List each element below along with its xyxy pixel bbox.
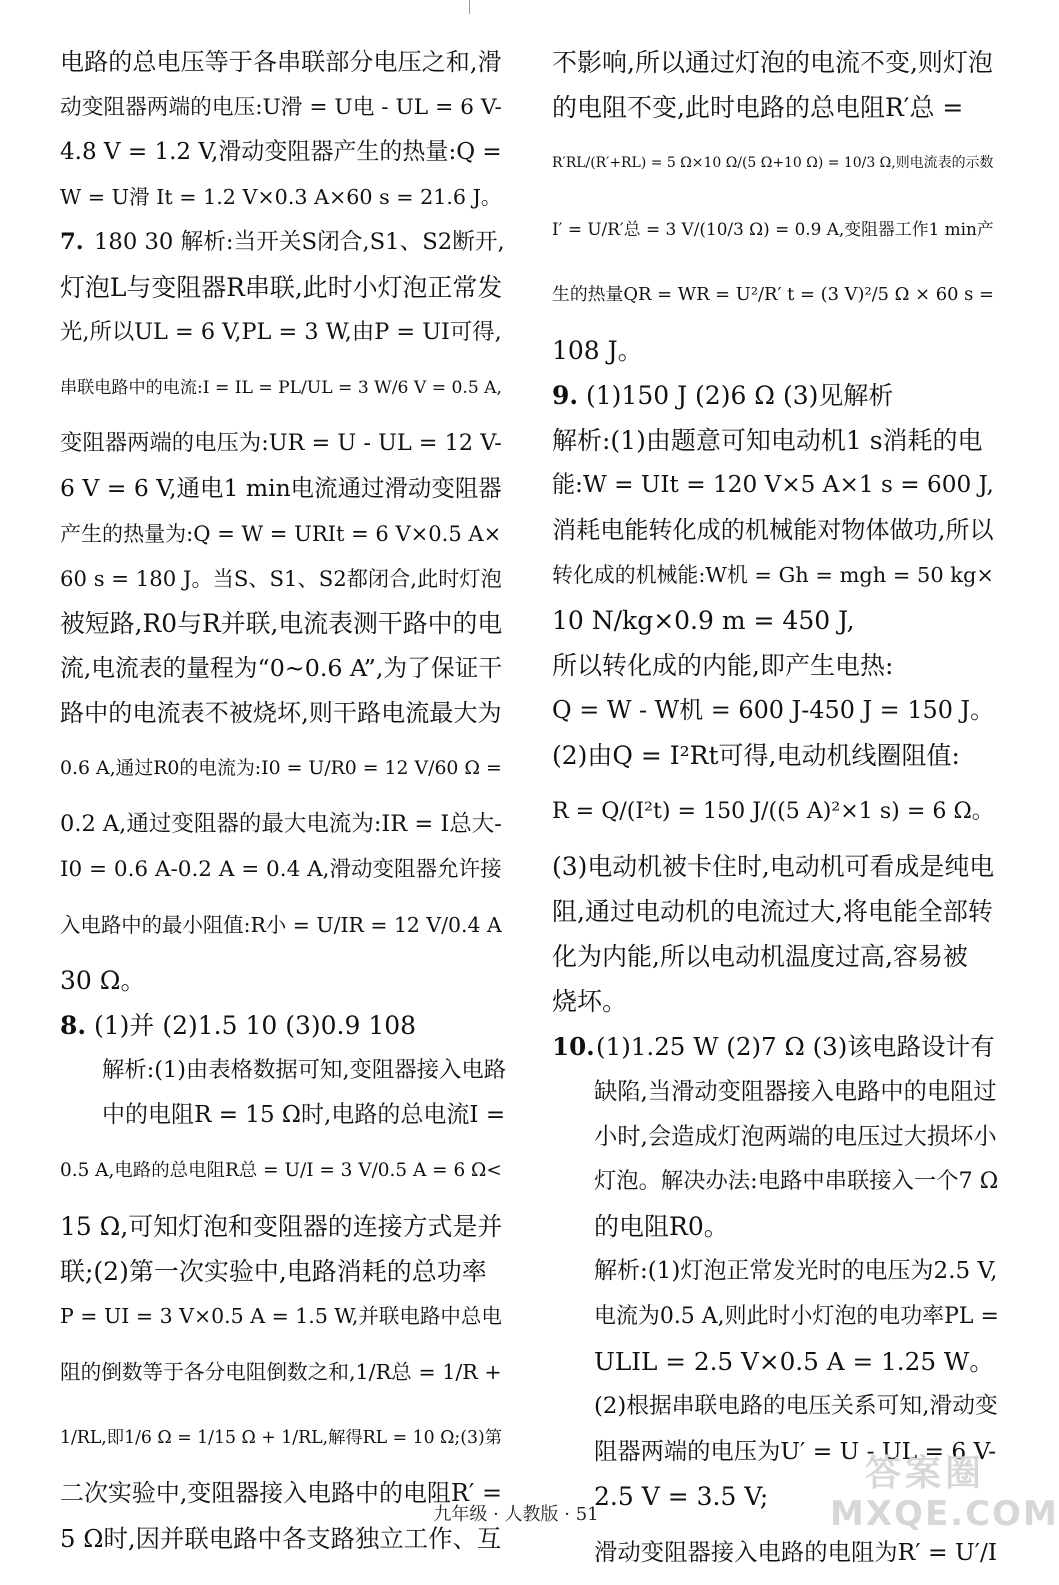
line-text: 5 Ω时,因并联电路中各支路独立工作、互 (60, 1524, 502, 1553)
line-text: P = UI = 3 V×0.5 A = 1.5 W,并联电路中总电 (60, 1304, 502, 1328)
text-line (60, 265, 502, 310)
text-line (552, 1114, 997, 1159)
line-text: 1/RL,即1/6 Ω = 1/15 Ω + 1/RL,解得RL = 10 Ω;(3)第 (60, 1428, 502, 1448)
line-text: 60 s = 180 J。当S、S1、S2都闭合,此时灯泡 (60, 566, 502, 591)
line-text: 解析:(1)由表格数据可知,变阻器接入电路 (102, 1057, 507, 1083)
text-line (552, 1384, 998, 1429)
text-line (60, 847, 502, 892)
text-line (552, 733, 994, 778)
line-text: 缺陷,当滑动变阻器接入电路中的电阻过 (594, 1078, 997, 1105)
text-line (552, 778, 994, 844)
text-line (60, 1138, 502, 1204)
text-line (60, 1204, 502, 1249)
line-text: 消耗电能转化成的机械能对物体做功,所以 (552, 516, 994, 544)
text-line (60, 802, 502, 847)
line-text: (1)1.25 W (2)7 Ω (3)该电路设计有 (596, 1032, 995, 1061)
text-line (60, 691, 502, 736)
text-line (60, 556, 502, 601)
text-line (60, 1294, 502, 1339)
text-line (60, 1093, 506, 1138)
text-line (552, 463, 994, 508)
line-text: 的电阻R0。 (594, 1212, 729, 1241)
line-text: 阻的倒数等于各分电阻倒数之和,1/R总 = 1/R + (60, 1360, 502, 1384)
line-text: 二次实验中,变阻器接入电路中的电阻R′ = (60, 1479, 503, 1507)
right-column (552, 40, 999, 1585)
line-text: 转化成的机械能:W机 = Gh = mgh = 50 kg× (552, 563, 994, 587)
text-line (60, 220, 505, 265)
text-line (552, 1069, 997, 1114)
line-text: 电路的总电压等于各串联部分电压之和,滑 (60, 48, 502, 76)
text-line (552, 373, 994, 418)
watermark-logo (830, 1452, 1059, 1534)
line-text: 4.8 V = 1.2 V,滑动变阻器产生的热量:Q = (60, 139, 502, 165)
line-text: 被短路,R0与R并联,电流表测干路中的电 (60, 609, 503, 638)
line-text: 能:W = UIt = 120 V×5 A×1 s = 600 J, (552, 472, 994, 498)
text-line (60, 421, 502, 466)
line-text: 路中的电流表不被烧坏,则干路电流最大为 (60, 699, 502, 727)
text-line (552, 328, 994, 373)
text-line (552, 418, 994, 463)
text-line (60, 85, 502, 130)
text-line (552, 1294, 999, 1339)
line-text: 阻,通过电动机的电流过大,将电能全部转 (552, 897, 993, 926)
left-column (60, 40, 507, 1561)
line-text: 产生的热量为:Q = W = URIt = 6 V×0.5 A× (60, 521, 502, 546)
line-text: 180 30 解析:当开关S闭合,S1、S2断开, (94, 229, 505, 255)
text-line (552, 1159, 999, 1204)
text-line (60, 958, 502, 1003)
watermark-bottom-text: MXQE.COM (830, 1494, 1059, 1534)
line-text: 0.6 A,通过R0的电流为:I0 = U/R0 = 12 V/60 Ω = (60, 758, 502, 779)
line-text: I0 = 0.6 A-0.2 A = 0.4 A,滑动变阻器允许接 (60, 857, 502, 882)
text-line (552, 1024, 994, 1069)
text-line (60, 892, 502, 958)
text-line (60, 1249, 502, 1294)
line-text: 10 N/kg×0.9 m = 450 J, (552, 606, 855, 635)
line-text: 解析:(1)由题意可知电动机1 s消耗的电 (552, 426, 983, 455)
line-text: Q = W - W机 = 600 J-450 J = 150 J。 (552, 696, 995, 724)
line-text: 变阻器两端的电压为:UR = U - UL = 12 V- (60, 430, 502, 456)
text-line (60, 1405, 502, 1471)
line-text: 所以转化成的内能,即产生电热: (552, 651, 894, 680)
watermark-top-text: 答案圈 (864, 1453, 985, 1494)
text-line (552, 1249, 998, 1294)
text-line (552, 508, 994, 553)
line-text: 15 Ω,可知灯泡和变阻器的连接方式是并 (60, 1212, 503, 1241)
page-footer: 九年级 · 人教版 · 51 (433, 1504, 599, 1525)
text-line (60, 646, 502, 691)
line-text: W = U滑 It = 1.2 V×0.3 A×60 s = 21.6 J。 (60, 185, 502, 209)
line-text: (3)电动机被卡住时,电动机可看成是纯电 (552, 852, 995, 881)
text-line (552, 598, 994, 643)
line-text: 30 Ω。 (60, 966, 146, 995)
line-text: 动变阻器两端的电压:U滑 = U电 - UL = 6 V- (60, 95, 502, 120)
line-text: 中的电阻R = 15 Ω时,电路的总电流I = (102, 1102, 506, 1128)
line-text: (2)由Q = I²Rt可得,电动机线圈阻值: (552, 741, 960, 770)
text-line (552, 643, 994, 688)
line-text: 电流为0.5 A,则此时小灯泡的电功率PL = (594, 1304, 999, 1329)
line-text: R = Q/(I²t) = 150 J/((5 A)²×1 s) = 6 Ω。 (552, 798, 994, 824)
line-text: 不影响,所以通过灯泡的电流不变,则灯泡 (552, 48, 993, 77)
line-text: 小时,会造成灯泡两端的电压过大损坏小 (594, 1123, 997, 1150)
line-text: (2)根据串联电路的电压关系可知,滑动变 (594, 1393, 998, 1419)
page-gutter-mark (469, 0, 470, 14)
line-text: 灯泡。解决办法:电路中串联接入一个7 Ω (594, 1168, 999, 1194)
text-line (60, 1003, 502, 1048)
line-text: 烧坏。 (552, 987, 628, 1016)
line-text: 生的热量QR = WR = U²/R′ t = (3 V)²/5 Ω × 60 s = (552, 284, 994, 305)
line-text: 阻器两端的电压为U′ = U - UL = 6 V- (594, 1438, 997, 1465)
text-line (552, 196, 994, 262)
line-text: 串联电路中的电流:I = IL = PL/UL = 3 W/6 V = 0.5 A, (60, 378, 502, 398)
line-text: 0.2 A,通过变阻器的最大电流为:IR = I总大- (60, 811, 502, 837)
line-text: 灯泡L与变阻器R串联,此时小灯泡正常发 (60, 273, 503, 302)
line-text: 光,所以UL = 6 V,PL = 3 W,由P = UI可得, (60, 319, 502, 345)
text-line (552, 262, 994, 328)
text-line (552, 1204, 994, 1249)
line-text: (1)150 J (2)6 Ω (3)见解析 (586, 381, 894, 410)
text-line (552, 130, 994, 196)
line-text: 流,电流表的量程为“0~0.6 A”,为了保证干 (60, 654, 503, 682)
text-line (60, 40, 502, 85)
text-line (60, 1339, 502, 1405)
text-line (552, 688, 994, 733)
text-line (60, 511, 502, 556)
question-number: 10. (552, 1032, 595, 1061)
text-line (552, 85, 994, 130)
line-text: 滑动变阻器接入电路的电阻为R′ = U′/I (594, 1538, 998, 1566)
text-line (60, 1048, 507, 1093)
text-line (552, 40, 994, 85)
line-text: 的电阻不变,此时电路的总电阻R′总 = (552, 93, 964, 122)
line-text: R′RL/(R′+RL) = 5 Ω×10 Ω/(5 Ω+10 Ω) = 10/3 Ω,则电流表的示数 (552, 155, 994, 171)
text-line (552, 934, 994, 979)
text-line (552, 979, 994, 1024)
text-line (552, 889, 994, 934)
line-text: 联;(2)第一次实验中,电路消耗的总功率 (60, 1257, 487, 1286)
line-text: 入电路中的最小阻值:R小 = U/IR = 12 V/0.4 A (60, 913, 502, 937)
text-line (60, 175, 502, 220)
question-number: 7. (60, 229, 84, 255)
question-number: 9. (552, 381, 579, 410)
text-line (552, 553, 994, 598)
line-text: 2.5 V = 3.5 V; (594, 1482, 769, 1511)
line-text: 6 V = 6 V,通电1 min电流通过滑动变阻器 (60, 474, 502, 502)
text-line (552, 844, 994, 889)
text-line (60, 736, 502, 802)
text-line (60, 355, 502, 421)
line-text: ULIL = 2.5 V×0.5 A = 1.25 W。 (594, 1347, 995, 1376)
text-line (60, 466, 502, 511)
text-line (60, 310, 502, 355)
text-line (60, 130, 502, 175)
line-text: (1)并 (2)1.5 10 (3)0.9 108 (94, 1011, 417, 1040)
text-line (552, 1339, 994, 1384)
question-number: 8. (60, 1011, 87, 1040)
line-text: I′ = U/R′总 = 3 V/(10/3 Ω) = 0.9 A,变阻器工作1 min产 (552, 219, 994, 239)
line-text: 0.5 A,电路的总电阻R总 = U/I = 3 V/0.5 A = 6 Ω< (60, 1160, 502, 1181)
text-line (60, 601, 502, 646)
line-text: 化为内能,所以电动机温度过高,容易被 (552, 942, 968, 971)
line-text: 解析:(1)灯泡正常发光时的电压为2.5 V, (594, 1258, 998, 1284)
line-text: 108 J。 (552, 336, 643, 365)
